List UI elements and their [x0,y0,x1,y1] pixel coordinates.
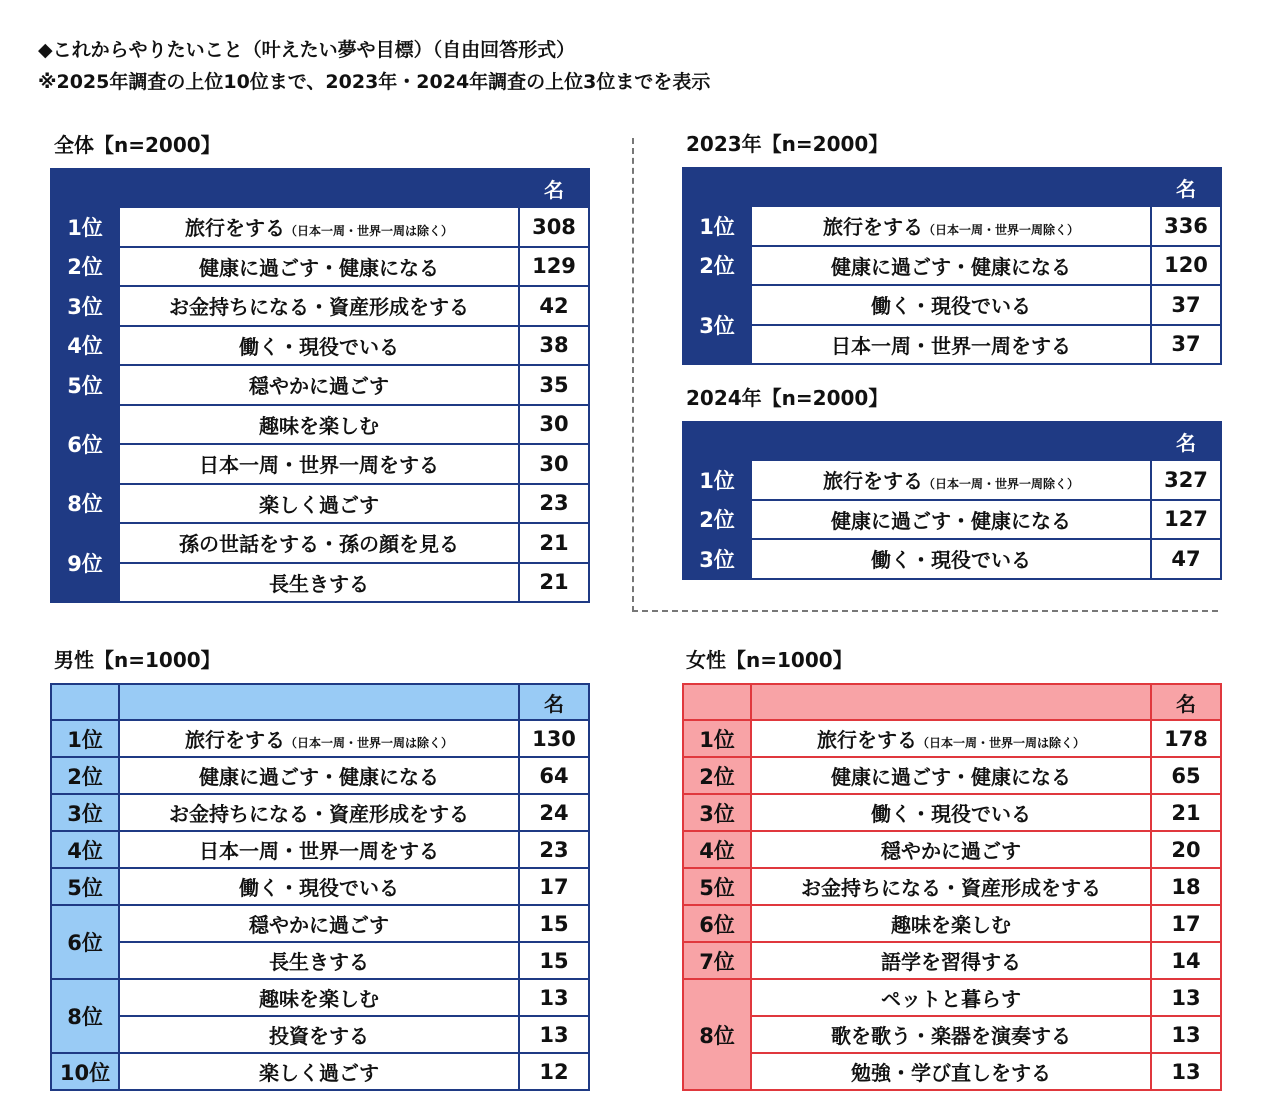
table-row [683,500,1221,540]
rank-cell: 1位 [683,720,751,757]
table-row [51,365,589,405]
rank-cell: 3位 [683,539,751,579]
item-cell: 孫の世話をする・孫の顔を見る [119,523,519,563]
item-cell: 穏やかに過ごす [119,905,519,942]
count-cell: 21 [519,563,589,603]
count-cell: 12 [519,1053,589,1090]
table-row [51,1053,589,1090]
rank-cell: 9位 [51,523,119,602]
table-row [51,979,589,1016]
count-cell: 30 [519,405,589,445]
item-cell: お金持ちになる・資産形成をする [119,286,519,326]
table-row [51,444,589,484]
table-row [683,1053,1221,1090]
table-row [51,942,589,979]
count-cell: 13 [1151,1016,1221,1053]
count-cell: 13 [1151,979,1221,1016]
item-note: （日本一周・世界一周は除く） [284,736,453,750]
count-cell: 18 [1151,868,1221,905]
table-header-row [683,168,1221,206]
header-unit-cell: 名 [1151,422,1221,460]
table-row [683,979,1221,1016]
rank-cell: 3位 [51,286,119,326]
heading-2023: 2023年【n=2000】 [686,132,889,156]
rank-cell: 8位 [51,979,119,1053]
item-cell: 歌を歌う・楽器を演奏する [751,1016,1151,1053]
header-rank-cell [683,168,751,206]
item-note: （日本一周・世界一周は除く） [284,224,453,239]
table-row [51,247,589,287]
count-cell: 129 [519,247,589,287]
header-item-cell [751,168,1151,206]
count-cell: 38 [519,326,589,366]
header-rank-cell [683,684,751,720]
table-female [682,683,1222,1091]
divider-vertical [632,138,634,612]
item-cell: 長生きする [119,942,519,979]
table-row [51,1016,589,1053]
count-cell: 336 [1151,206,1221,246]
count-cell: 21 [1151,794,1221,831]
table-row [51,868,589,905]
rank-cell: 6位 [683,905,751,942]
table-row [51,831,589,868]
rank-cell: 5位 [51,365,119,405]
header-unit-cell: 名 [519,169,589,207]
table-row [51,484,589,524]
table-row [683,325,1221,365]
count-cell: 21 [519,523,589,563]
table-male [50,683,590,1091]
item-cell: 楽しく過ごす [119,1053,519,1090]
item-cell: 旅行をする（日本一周・世界一周除く） [751,460,1151,500]
count-cell: 23 [519,484,589,524]
table-row [51,757,589,794]
count-cell: 13 [1151,1053,1221,1090]
item-cell: 健康に過ごす・健康になる [751,246,1151,286]
count-cell: 130 [519,720,589,757]
page-subtitle: ※2025年調査の上位10位まで、2023年・2024年調査の上位3位までを表示 [38,71,711,93]
divider-horizontal [632,610,1218,612]
count-cell: 42 [519,286,589,326]
heading-total: 全体【n=2000】 [54,133,221,157]
item-cell: 日本一周・世界一周をする [751,325,1151,365]
count-cell: 327 [1151,460,1221,500]
count-cell: 17 [519,868,589,905]
table-2023 [682,167,1222,365]
item-cell: 趣味を楽しむ [119,979,519,1016]
item-cell: 働く・現役でいる [751,794,1151,831]
table-row [683,1016,1221,1053]
item-cell: 働く・現役でいる [751,285,1151,325]
table-row [683,868,1221,905]
item-cell: 健康に過ごす・健康になる [119,757,519,794]
table-row [683,905,1221,942]
table-row [51,207,589,247]
table-row [683,831,1221,868]
rank-cell: 8位 [683,979,751,1090]
item-cell: 趣味を楽しむ [751,905,1151,942]
header-item-cell [751,422,1151,460]
table-row [51,905,589,942]
table-header-row [51,169,589,207]
heading-male: 男性【n=1000】 [54,648,221,672]
item-cell: 長生きする [119,563,519,603]
header-unit-cell: 名 [519,684,589,720]
count-cell: 23 [519,831,589,868]
rank-cell: 4位 [683,831,751,868]
table-row [683,206,1221,246]
count-cell: 64 [519,757,589,794]
header-rank-cell [51,684,119,720]
rank-cell: 6位 [51,405,119,484]
rank-cell: 2位 [51,247,119,287]
count-cell: 20 [1151,831,1221,868]
section-total [50,132,590,603]
count-cell: 15 [519,905,589,942]
header-rank-cell [683,422,751,460]
item-cell: 投資をする [119,1016,519,1053]
rank-cell: 3位 [51,794,119,831]
heading-female: 女性【n=1000】 [686,648,853,672]
item-note: （日本一周・世界一周除く） [922,477,1079,492]
count-cell: 17 [1151,905,1221,942]
rank-cell: 3位 [683,285,751,364]
count-cell: 35 [519,365,589,405]
table-total [50,168,590,603]
table-row [683,460,1221,500]
header-rank-cell [51,169,119,207]
item-cell: 働く・現役でいる [119,326,519,366]
item-cell: 穏やかに過ごす [119,365,519,405]
rank-cell: 2位 [683,246,751,286]
item-cell: 旅行をする（日本一周・世界一周は除く） [751,720,1151,757]
table-header-row [51,684,589,720]
section-2024 [682,385,1222,580]
item-note: （日本一周・世界一周除く） [922,223,1079,238]
rank-cell: 2位 [683,500,751,540]
table-row [683,539,1221,579]
rank-cell: 3位 [683,794,751,831]
table-header-row [683,684,1221,720]
count-cell: 30 [519,444,589,484]
count-cell: 65 [1151,757,1221,794]
count-cell: 127 [1151,500,1221,540]
item-cell: 趣味を楽しむ [119,405,519,445]
item-cell: 旅行をする（日本一周・世界一周除く） [751,206,1151,246]
rank-cell: 4位 [51,326,119,366]
item-cell: お金持ちになる・資産形成をする [119,794,519,831]
rank-cell: 5位 [51,868,119,905]
count-cell: 13 [519,1016,589,1053]
header-item-cell [751,684,1151,720]
count-cell: 14 [1151,942,1221,979]
section-male [50,647,590,1091]
table-row [683,720,1221,757]
count-cell: 47 [1151,539,1221,579]
item-cell: 語学を習得する [751,942,1151,979]
table-row [683,942,1221,979]
table-row [683,794,1221,831]
table-header-row [683,422,1221,460]
header-item-cell [119,169,519,207]
table-row [683,757,1221,794]
rank-cell: 1位 [683,206,751,246]
table-row [51,286,589,326]
item-cell: 健康に過ごす・健康になる [119,247,519,287]
rank-cell: 2位 [683,757,751,794]
item-cell: 旅行をする（日本一周・世界一周は除く） [119,207,519,247]
item-cell: 働く・現役でいる [751,539,1151,579]
table-row [51,720,589,757]
table-row [51,326,589,366]
count-cell: 178 [1151,720,1221,757]
table-row [51,405,589,445]
table-row [683,285,1221,325]
header-unit-cell: 名 [1151,684,1221,720]
table-2024 [682,421,1222,580]
header-unit-cell: 名 [1151,168,1221,206]
count-cell: 308 [519,207,589,247]
item-cell: 働く・現役でいる [119,868,519,905]
count-cell: 37 [1151,285,1221,325]
table-row [683,246,1221,286]
item-cell: ペットと暮らす [751,979,1151,1016]
rank-cell: 1位 [683,460,751,500]
item-cell: 日本一周・世界一周をする [119,444,519,484]
rank-cell: 10位 [51,1053,119,1090]
table-row [51,563,589,603]
count-cell: 120 [1151,246,1221,286]
rank-cell: 2位 [51,757,119,794]
page-title: ◆これからやりたいこと（叶えたい夢や目標）（自由回答形式） [38,39,576,61]
item-cell: 楽しく過ごす [119,484,519,524]
rank-cell: 1位 [51,720,119,757]
table-row [51,794,589,831]
count-cell: 15 [519,942,589,979]
rank-cell: 6位 [51,905,119,979]
rank-cell: 5位 [683,868,751,905]
count-cell: 37 [1151,325,1221,365]
item-cell: 穏やかに過ごす [751,831,1151,868]
item-cell: 日本一周・世界一周をする [119,831,519,868]
rank-cell: 4位 [51,831,119,868]
rank-cell: 7位 [683,942,751,979]
item-note: （日本一周・世界一周は除く） [916,736,1085,750]
item-cell: 健康に過ごす・健康になる [751,757,1151,794]
count-cell: 24 [519,794,589,831]
item-cell: 勉強・学び直しをする [751,1053,1151,1090]
item-cell: お金持ちになる・資産形成をする [751,868,1151,905]
table-row [51,523,589,563]
rank-cell: 8位 [51,484,119,524]
section-2023 [682,131,1222,365]
count-cell: 13 [519,979,589,1016]
item-cell: 健康に過ごす・健康になる [751,500,1151,540]
section-female [682,647,1222,1091]
item-cell: 旅行をする（日本一周・世界一周は除く） [119,720,519,757]
rank-cell: 1位 [51,207,119,247]
header-item-cell [119,684,519,720]
heading-2024: 2024年【n=2000】 [686,386,889,410]
